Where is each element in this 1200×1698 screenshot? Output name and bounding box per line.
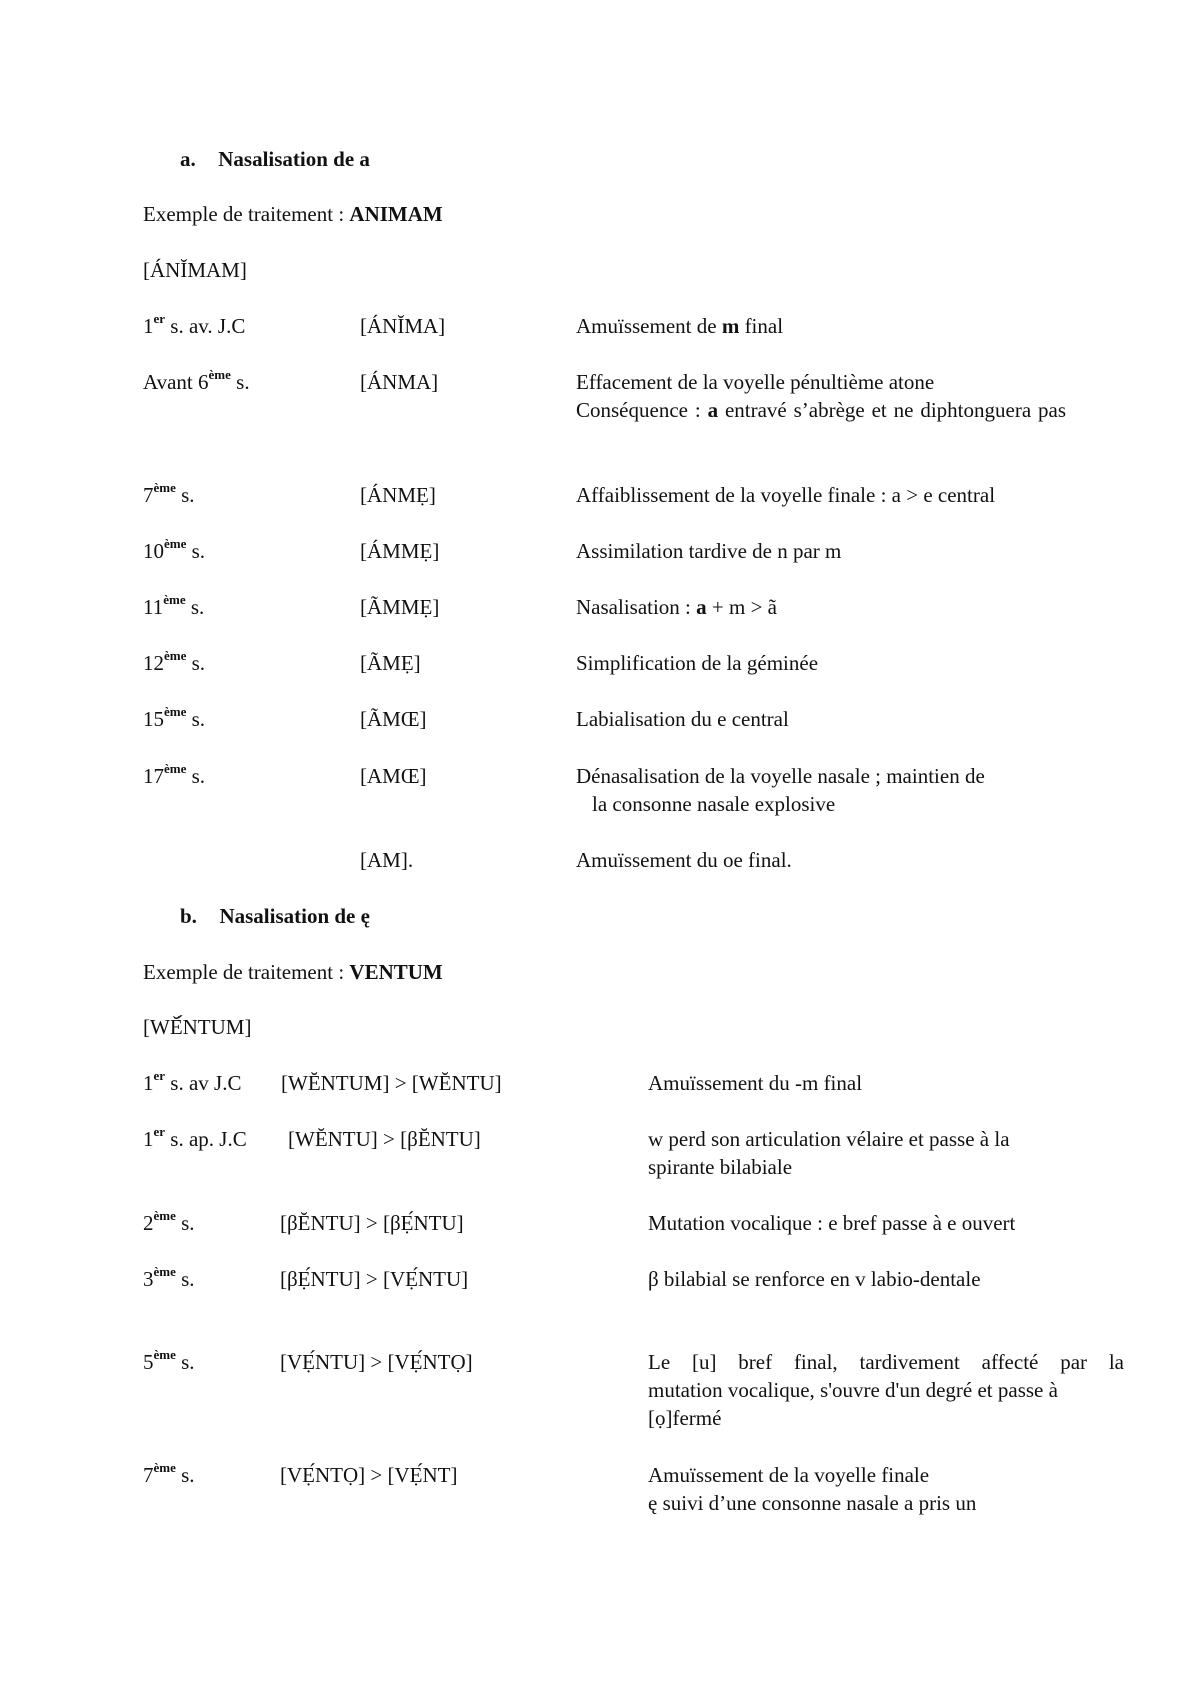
row-b-date: 3ème s. [143, 1264, 195, 1291]
example-word: ANIMAM [349, 202, 443, 226]
example-label: Exemple de traitement : [143, 960, 350, 984]
row-b-form: [VẸ́NTỌ] > [VẸ́NT] [280, 1463, 458, 1487]
row-a-date: 10ème s. [143, 536, 206, 563]
row-a-date: 11ème s. [143, 592, 205, 619]
row-a-desc: Nasalisation : a + m > ã [576, 595, 777, 619]
row-a-desc: Effacement de la voyelle pénultième atone Conséquence : a entravé s’abrège et ne diphtonguera pas [576, 370, 1067, 422]
example-label: Exemple de traitement : [143, 202, 350, 226]
section-b-letter: b. [180, 904, 197, 928]
row-a-form: [ÁMMẸ] [360, 539, 440, 563]
row-b-form: [WĔNTUM] > [WĔNTU] [281, 1071, 502, 1095]
section-b-title: Nasalisation de ę [219, 904, 370, 928]
row-a-date: Avant 6ème s. [143, 367, 250, 394]
row-a-date: 12ème s. [143, 648, 206, 675]
row-a-form: [ÃMẸ] [360, 651, 421, 675]
example-word: VENTUM [349, 960, 443, 984]
row-b-form: [βẸ́NTU] > [VẸ́NTU] [280, 1267, 469, 1291]
row-b-form: [WĔNTU] > [βĔNTU] [288, 1127, 481, 1151]
row-a-form: [ÁNĬMA] [360, 314, 446, 338]
row-a-form: [AM]. [360, 848, 414, 872]
row-a-desc: Affaiblissement de la voyelle finale : a > e central [576, 483, 996, 507]
row-a-form: [AMŒ] [360, 764, 427, 788]
section-a-letter: a. [180, 147, 196, 171]
row-b-date: 1er s. av J.C [143, 1068, 242, 1095]
section-a-example [143, 200, 443, 228]
row-a-desc: Simplification de la géminée [576, 651, 819, 675]
row-a-desc: Labialisation du e central [576, 707, 789, 731]
row-b-desc: Amuïssement de la voyelle finale ę suivi d’une consonne nasale a pris un [648, 1463, 977, 1515]
row-a-form: [ÃMŒ] [360, 707, 427, 731]
row-a-date: 17ème s. [143, 761, 206, 788]
row-a-form: [ÃMMẸ] [360, 595, 440, 619]
row-b-form: [VẸ́NTU] > [VẸ́NTỌ] [280, 1350, 473, 1374]
section-a-title: Nasalisation de a [218, 147, 370, 171]
row-b-desc: β bilabial se renforce en v labio-dentale [648, 1267, 981, 1291]
row-b-desc: Le [u] bref final, tardivement affecté par la mutation vocalique, s'ouvre d'un degré et passe à [ọ]fermé [648, 1350, 1124, 1430]
row-a-date: 15ème s. [143, 704, 206, 731]
row-a-date: 7ème s. [143, 480, 195, 507]
section-b-etymon: [WĔ́NTUM] [143, 1015, 252, 1039]
row-b-desc: Amuïssement du -m final [648, 1071, 863, 1095]
row-b-form: [βĔNTU] > [βẸ́NTU] [280, 1211, 464, 1235]
row-a-form: [ÁNMẸ] [360, 483, 436, 507]
section-b-heading [180, 902, 370, 930]
row-a-desc: Dénasalisation de la voyelle nasale ; maintien de la consonne nasale explosive [576, 764, 985, 816]
row-a-date: 1er s. av. J.C [143, 311, 246, 338]
row-a-form: [ÁNMA] [360, 370, 439, 394]
row-a-desc: Amuïssement du oe final. [576, 848, 792, 872]
row-a-desc: Amuïssement de m final [576, 314, 784, 338]
row-b-desc: Mutation vocalique : e bref passe à e ouvert [648, 1211, 1016, 1235]
section-a-heading [180, 145, 370, 173]
row-b-date: 7ème s. [143, 1460, 195, 1487]
row-b-date: 2ème s. [143, 1208, 195, 1235]
row-b-desc: w perd son articulation vélaire et passe à la spirante bilabiale [648, 1127, 1010, 1179]
row-b-date: 1er s. ap. J.C [143, 1124, 247, 1151]
row-a-desc: Assimilation tardive de n par m [576, 539, 842, 563]
row-b-date: 5ème s. [143, 1347, 195, 1374]
section-a-etymon: [ÁNĬMAM] [143, 258, 247, 282]
section-b-example [143, 958, 443, 986]
